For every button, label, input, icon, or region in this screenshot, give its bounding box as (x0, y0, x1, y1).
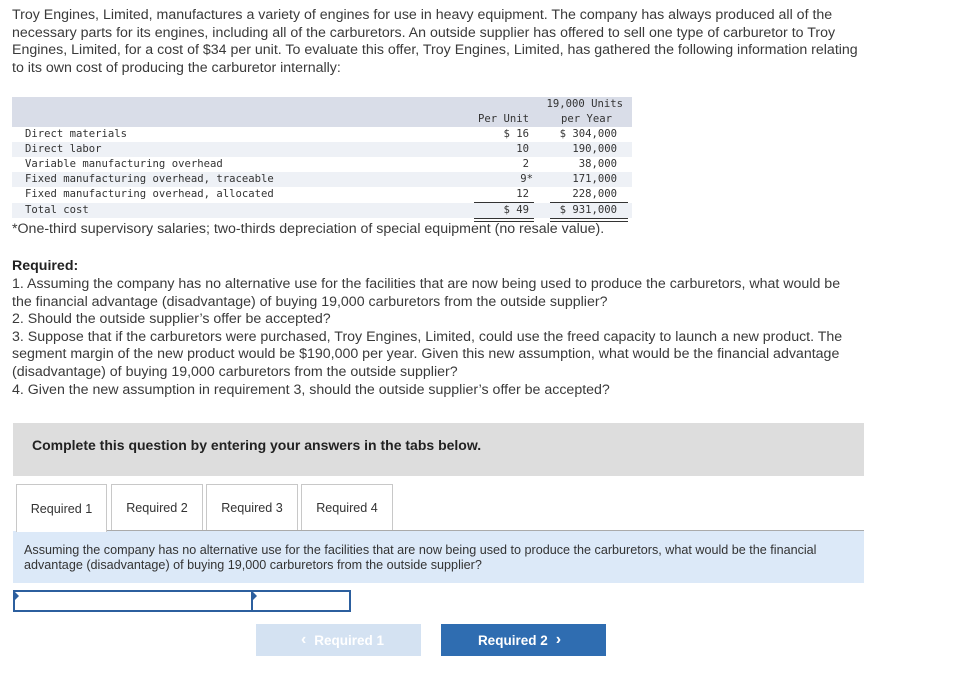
row-per-unit: $ 49 (503, 204, 529, 216)
row-label: Total cost (25, 204, 89, 216)
row-per-year: $ 304,000 (559, 128, 617, 140)
row-label: Direct materials (25, 128, 128, 140)
required-line: the financial advantage (disadvantage) of buying 19,000 carburetors from the outside supplier? (12, 293, 608, 310)
required-line: (disadvantage) of buying 19,000 carburetors from the outside supplier? (12, 363, 458, 380)
cell-marker-icon (15, 592, 19, 600)
row-per-year: 228,000 (572, 188, 617, 200)
table-row (12, 142, 632, 157)
required-line: 2. Should the outside supplier’s offer be accepted? (12, 311, 331, 328)
row-per-unit: 10 (516, 143, 529, 155)
row-per-year: 38,000 (578, 158, 617, 170)
required-line: 1. Assuming the company has no alternative use for the facilities that are now being used to produce the carburetors, what would be (12, 276, 841, 292)
row-per-unit: 9* (520, 173, 533, 185)
required-line: 4. Given the new assumption in requirement 3, should the outside supplier’s offer be accepted? (12, 381, 610, 398)
problem-intro (12, 7, 957, 77)
col-header-year-line1: 19,000 Units (546, 98, 623, 110)
prompt-text: Assuming the company has no alternative use for the facilities that are now being used to produce the carburetors, what would be the financial advantage (disadvantage) of buying 19,000 carburetors from the outside supplier? (24, 543, 817, 573)
cell-marker-icon (253, 592, 257, 600)
cost-table (12, 97, 632, 221)
instructions-banner (13, 423, 864, 476)
answer-row (13, 590, 351, 612)
intro-line: to its own cost of producing the carburetor internally: (12, 59, 341, 76)
question-prompt (13, 531, 864, 583)
instructions-text: Complete this question by entering your answers in the tabs below. (32, 437, 482, 453)
required-heading: Required: (12, 258, 79, 274)
row-label: Variable manufacturing overhead (25, 158, 223, 170)
answer-amount-input[interactable] (253, 592, 349, 610)
intro-line: Troy Engines, Limited, manufactures a variety of engines for use in heavy equipment. The company has always produced all of the (12, 7, 833, 23)
row-per-year: $ 931,000 (559, 204, 617, 216)
row-label: Direct labor (25, 143, 102, 155)
previous-tab-label: Required 1 (314, 632, 385, 648)
row-per-unit: 12 (516, 188, 529, 200)
chevron-right-icon: › (555, 631, 562, 648)
table-row (12, 172, 632, 187)
row-per-year: 190,000 (572, 143, 617, 155)
tab-required-1[interactable]: Required 1 (16, 484, 107, 532)
intro-line: necessary parts for its engines, including all of the carburetors. An outside supplier has offered to sell one type of carburetor to Troy (12, 24, 836, 41)
tab-required-3[interactable]: Required 3 (206, 484, 298, 530)
table-footnote: *One-third supervisory salaries; two-thirds depreciation of special equipment (no resale value). (12, 221, 605, 237)
table-row (12, 127, 632, 142)
table-row-total (12, 203, 632, 218)
row-label: Fixed manufacturing overhead, traceable (25, 173, 274, 185)
required-line: segment margin of the new product would be $190,000 per year. Given this new assumption, what would be the financial advantage (12, 346, 840, 363)
chevron-left-icon: ‹ (300, 631, 307, 648)
table-row (12, 187, 632, 202)
cost-table-header (12, 97, 632, 127)
table-row (12, 157, 632, 172)
row-per-unit: 2 (522, 158, 529, 170)
row-per-unit: $ 16 (503, 128, 529, 140)
col-header-year-line2: per Year (560, 113, 612, 125)
next-tab-button[interactable] (441, 624, 606, 656)
tab-required-4[interactable]: Required 4 (301, 484, 393, 530)
col-header-per-unit: Per Unit (477, 113, 529, 125)
row-label: Fixed manufacturing overhead, allocated (25, 188, 274, 200)
tab-required-2[interactable]: Required 2 (111, 484, 203, 530)
answer-label-input[interactable] (15, 592, 251, 610)
answer-label-cell (15, 592, 253, 610)
next-tab-label: Required 2 (477, 632, 548, 648)
answer-amount-cell (253, 592, 349, 610)
previous-tab-button[interactable] (256, 624, 421, 656)
row-per-year: 171,000 (572, 173, 617, 185)
required-list (12, 276, 957, 399)
intro-line: Engines, Limited, for a cost of $34 per unit. To evaluate this offer, Troy Engines, Limited, has gathered the following information relating (12, 42, 858, 59)
required-line: 3. Suppose that if the carburetors were purchased, Troy Engines, Limited, could use the freed capacity to launch a new product. The (12, 328, 843, 345)
